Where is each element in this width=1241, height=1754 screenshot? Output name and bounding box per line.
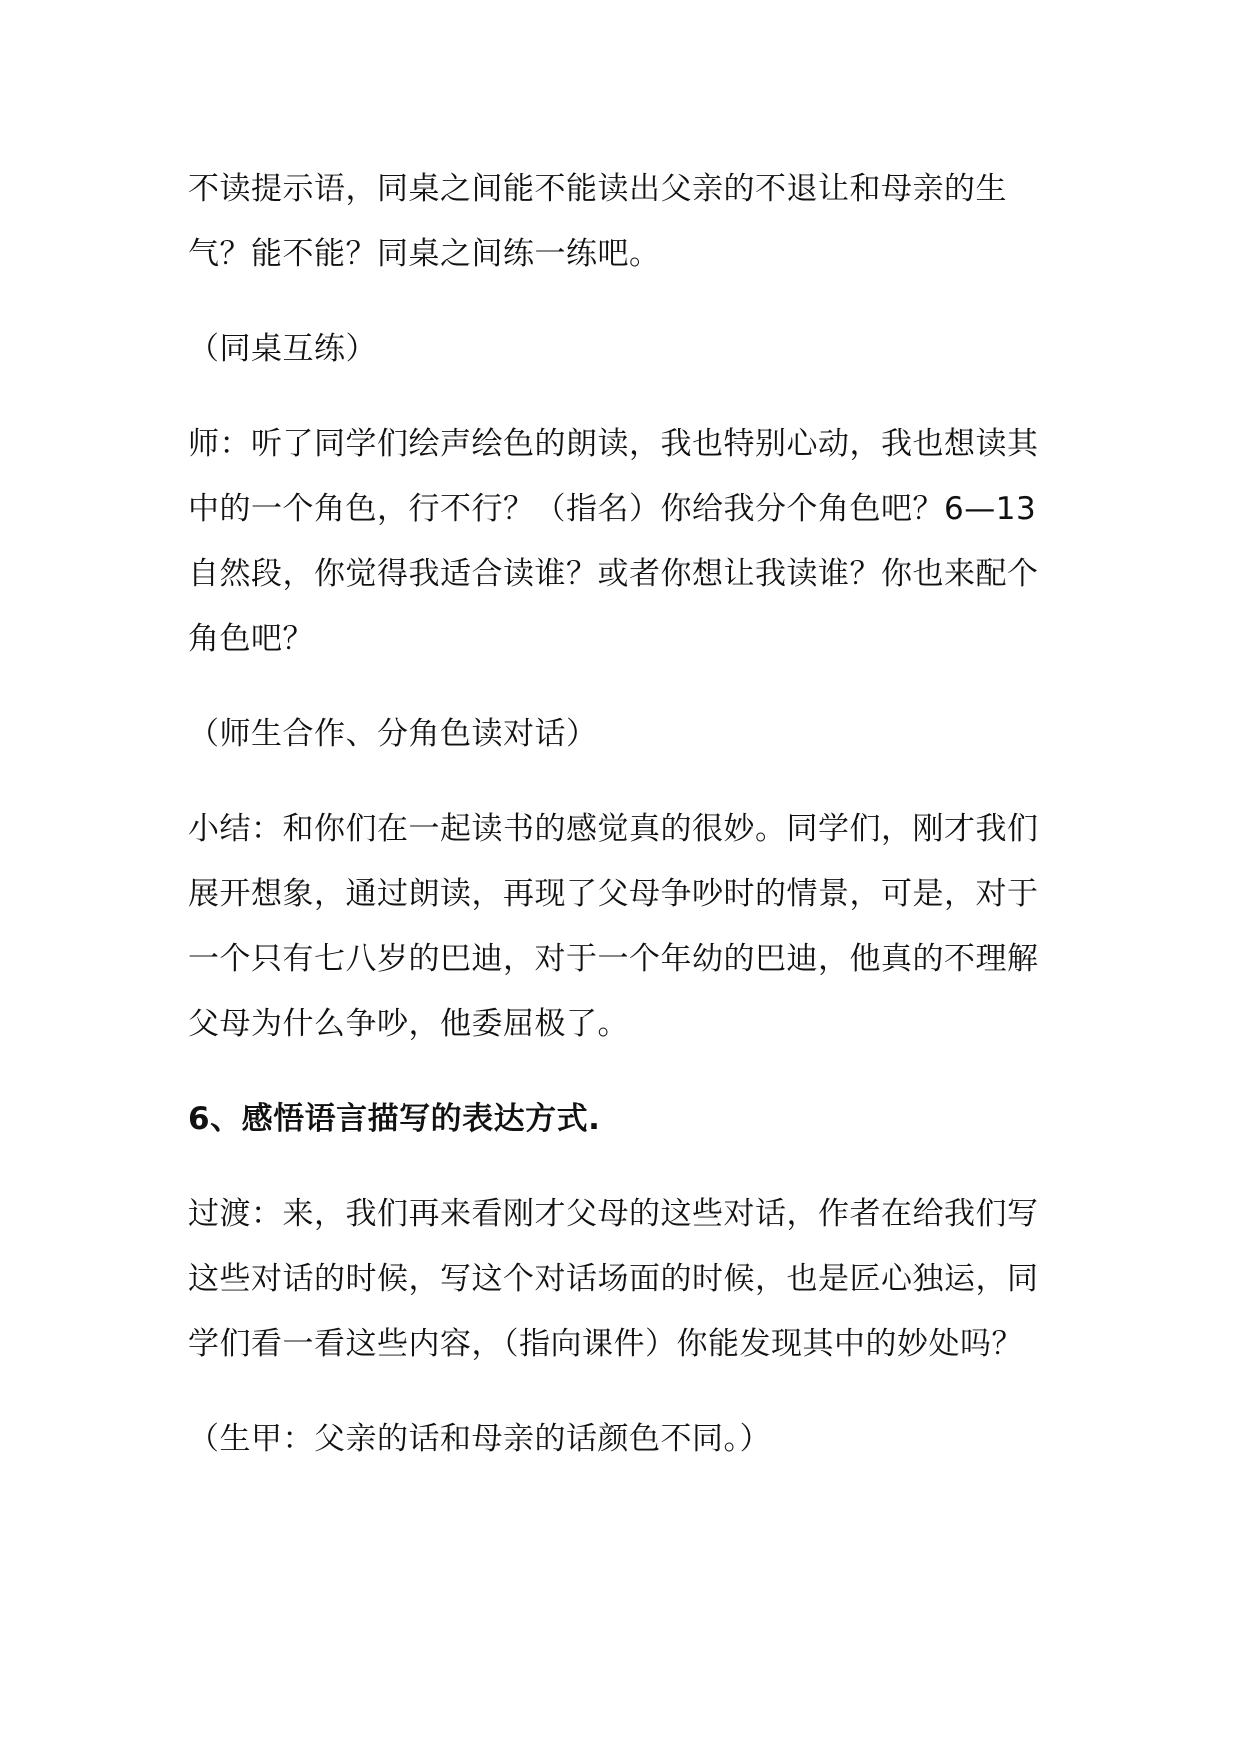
section-heading: 6、感悟语言描写的表达方式. (188, 1101, 601, 1137)
paragraph-desk-practice: （同桌互练） (188, 331, 377, 367)
paragraph-student-answer: （生甲：父亲的话和母亲的话颜色不同。） (188, 1421, 771, 1457)
paragraph-teacher-reading: 师：听了同学们绘声绘色的朗读，我也特别心动，我也想读其中的一个角色，行不行？（指名）你给我分个角色吧？6—13 自然段，你觉得我适合读谁？或者你想让我读谁？你也来配个角色吧？ (188, 426, 1047, 657)
document-body (188, 157, 1068, 1472)
paragraph-role-reading: （师生合作、分角色读对话） (188, 716, 598, 752)
paragraph-transition: 过渡：来，我们再来看刚才父母的这些对话，作者在给我们写这些对话的时候，写这个对话场面的时候，也是匠心独运，同学们看一看这些内容，（指向课件）你能发现其中的妙处吗？ (188, 1196, 1039, 1362)
paragraph-spacer (188, 767, 1068, 797)
paragraph-spacer (188, 382, 1068, 412)
paragraph-spacer (188, 1152, 1068, 1182)
paragraph-spacer (188, 1057, 1068, 1087)
paragraph-spacer (188, 672, 1068, 702)
paragraph-reading-prompt: 不读提示语，同桌之间能不能读出父亲的不退让和母亲的生气？能不能？同桌之间练一练吧。 (188, 171, 1007, 272)
paragraph-spacer (188, 1377, 1068, 1407)
paragraph-summary: 小结：和你们在一起读书的感觉真的很妙。同学们，刚才我们展开想象，通过朗读，再现了父母争吵时的情景，可是，对于一个只有七八岁的巴迪，对于一个年幼的巴迪，他真的不理解父母为什么争吵，他委屈极了。 (188, 811, 1039, 1042)
paragraph-spacer (188, 287, 1068, 317)
